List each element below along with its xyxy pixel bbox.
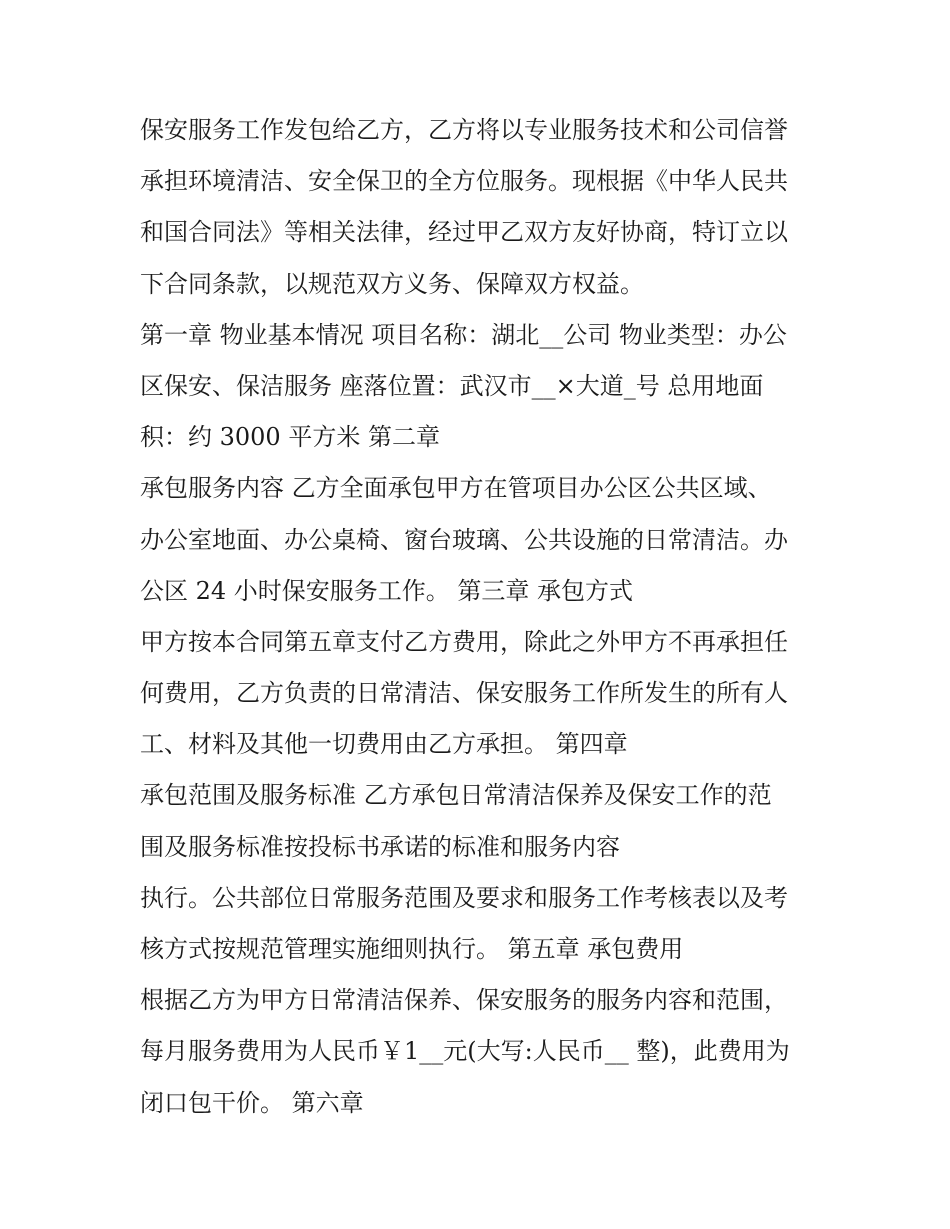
text-line: 承包范围及服务标准 乙方承包日常清洁保养及保安工作的范 [140, 781, 772, 810]
text-line: 公区 24 小时保安服务工作。 第三章 承包方式 [140, 576, 634, 605]
text-line: 工、材料及其他一切费用由乙方承担。 第四章 [140, 730, 628, 759]
text-line: 根据乙方为甲方日常清洁保养、保安服务的服务内容和范围， [140, 986, 788, 1015]
document-body [140, 105, 820, 1129]
text-line: 办公室地面、办公桌椅、窗台玻璃、公共设施的日常清洁。办 [140, 525, 788, 554]
text-line: 执行。公共部位日常服务范围及要求和服务工作考核表以及考 [140, 883, 788, 912]
text-line: 保安服务工作发包给乙方，乙方将以专业服务技术和公司信誉 [140, 116, 788, 144]
text-line: 围及服务标准按投标书承诺的标准和服务内容 [140, 832, 620, 861]
text-line: 和国合同法》等相关法律，经过甲乙双方友好协商，特订立以 [140, 218, 788, 247]
text-line: 承担环境清洁、安全保卫的全方位服务。现根据《中华人民共 [140, 167, 788, 196]
text-line: 核方式按规范管理实施细则执行。 第五章 承包费用 [140, 935, 684, 963]
text-line: 每月服务费用为人民币￥1__元(大写:人民币__ 整)，此费用为 [140, 1037, 790, 1066]
text-line: 下合同条款，以规范双方义务、保障双方权益。 [140, 269, 644, 298]
text-line: 闭口包干价。 第六章 [140, 1088, 364, 1117]
text-line: 区保安、保洁服务 座落位置：武汉市__×大道_号 总用地面 [140, 371, 764, 400]
text-line: 承包服务内容 乙方全面承包甲方在管项目办公区公共区域、 [140, 474, 772, 503]
text-line: 第一章 物业基本情况 项目名称：湖北__公司 物业类型：办公 [140, 320, 787, 349]
text-line: 何费用，乙方负责的日常清洁、保安服务工作所发生的所有人 [140, 679, 788, 708]
text-line: 甲方按本合同第五章支付乙方费用，除此之外甲方不再承担任 [140, 627, 788, 656]
text-line: 积：约 3000 平方米 第二章 [140, 423, 440, 452]
